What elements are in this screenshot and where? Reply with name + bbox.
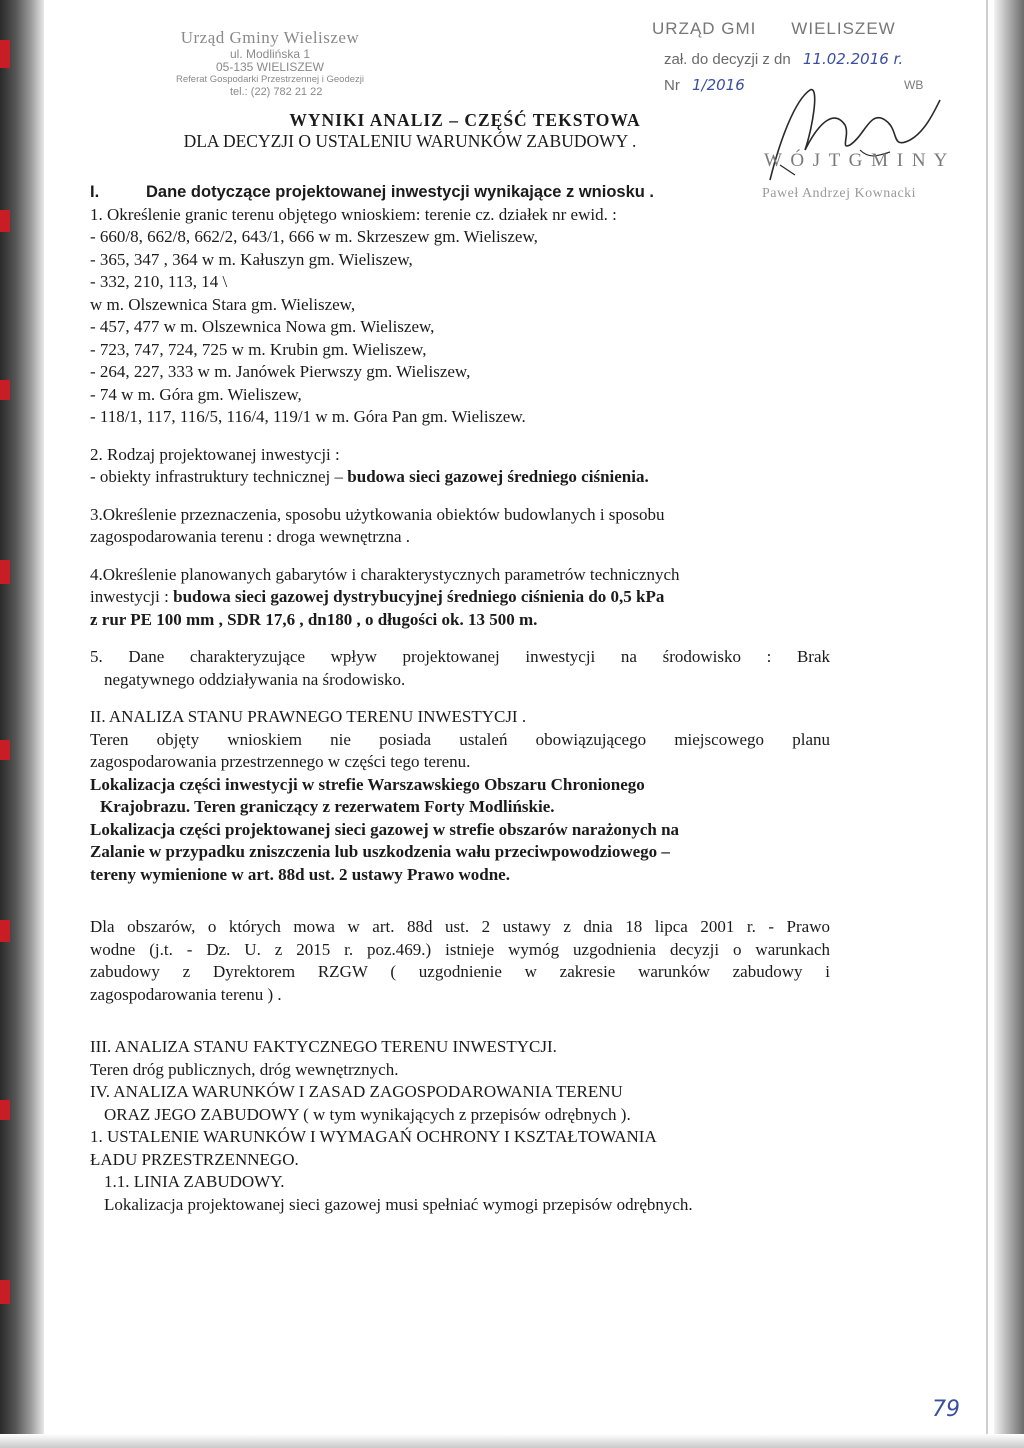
stamp-department: Referat Gospodarki Przestrzennej i Geodezji (176, 74, 364, 86)
parameters-bold: budowa sieci gazowej dystrybucyjnej średniego ciśnienia do 0,5 kPa (173, 587, 665, 606)
stamp-phone: tel.: (22) 782 21 22 (230, 86, 323, 99)
investment-type-title: 2. Rodzaj projektowanej inwestycji : (90, 444, 340, 464)
purpose-line: zagospodarowania terenu : droga wewnętrzna . (90, 527, 411, 546)
flood-zone-line: Lokalizacja części projektowanej sieci gazowej w strefie obszarów narażonych na (90, 819, 680, 839)
edge-mark (0, 920, 10, 942)
section-3-heading: III. ANALIZA STANU FAKTYCZNEGO TERENU INWESTYCJI. (90, 1037, 557, 1056)
office-stamp-right: URZĄD GMI WIELISZEW (652, 19, 896, 38)
mayor-stamp: W Ó J T G M I N Y (764, 150, 950, 171)
legal-status-line: Teren objęty wnioskiem nie posiada ustaleń obowiązującego miejscowego planu (90, 729, 830, 749)
section-1-title: Dane dotyczące projektowanej inwestycji wynikające z wniosku . (146, 183, 655, 201)
edge-mark (0, 40, 10, 68)
flood-zone-line: tereny wymienione w art. 88d ust. 2 ustawy Prawo wodne. (90, 864, 510, 884)
edge-mark (0, 740, 10, 760)
office-stamp (150, 28, 390, 99)
parcel-line: - 365, 347 , 364 w m. Kałuszyn gm. Wieliszew, (90, 249, 413, 269)
page-number-text: 79 (932, 1397, 960, 1422)
water-law-line: Dla obszarów, o których mowa w art. 88d ust. 2 ustawy z dnia 18 lipca 2001 r. - Prawo (90, 917, 830, 936)
water-law-line: zagospodarowania terenu ) . (90, 984, 282, 1004)
scan-edge-bottom (0, 1434, 1024, 1448)
parameters-plain: inwestycji : (90, 587, 174, 606)
parcel-line: - 723, 747, 724, 725 w m. Krubin gm. Wieliszew, (90, 339, 427, 359)
annex-date: 11.02.2016 r. (802, 50, 904, 68)
edge-mark (0, 1280, 10, 1304)
section-number: I. (90, 183, 100, 201)
stamp-street: ul. Modlińska 1 (229, 46, 311, 61)
investment-type-bold: budowa sieci gazowej średniego ciśnienia. (347, 467, 649, 486)
building-line-text: Lokalizacja projektowanej sieci gazowej musi spełniać wymogi przepisów odrębnych. (104, 1194, 693, 1214)
decision-number (664, 76, 745, 94)
page-number (930, 1392, 970, 1426)
scan-line-right (986, 0, 988, 1448)
section-4-heading: IV. ANALIZA WARUNKÓW I ZASAD ZAGOSPODAROWANIA TERENU (90, 1082, 623, 1101)
parcel-line: - 264, 227, 333 w m. Janówek Pierwszy gm. Wieliszew, (90, 362, 471, 381)
parcel-intro: 1. Określenie granic terenu objętego wnioskiem: terenie cz. działek nr ewid. : (90, 204, 617, 224)
scan-edge-right (994, 0, 1024, 1448)
nr-value: 1/2016 (692, 76, 745, 94)
protected-area-line: Lokalizacja części inwestycji w strefie Warszawskiego Obszaru Chronionego (90, 774, 645, 794)
section-4-heading: ORAZ JEGO ZABUDOWY ( w tym wynikających z przepisów odrębnych ). (104, 1104, 631, 1124)
edge-mark (0, 210, 10, 232)
section-1-heading (90, 181, 830, 204)
nr-label: Nr (664, 77, 680, 94)
title-line-1: WYNIKI ANALIZ – CZĘŚĆ TEKSTOWA (289, 110, 641, 130)
section-2-heading: II. ANALIZA STANU PRAWNEGO TERENU INWESTYCJI . (90, 707, 527, 726)
document-title (0, 110, 820, 153)
parcel-line: - 457, 477 w m. Olszewnica Nowa gm. Wieliszew, (90, 317, 435, 336)
environment-line: 5. Dane charakteryzujące wpływ projektowanej inwestycji na środowisko : Brak (90, 647, 830, 666)
investment-type (90, 466, 830, 489)
protected-area-line: Krajobrazu. Teren graniczący z rezerwatem Forty Modlińskie. (100, 797, 555, 816)
stamp-office-name: Urząd Gminy Wieliszew (180, 28, 360, 47)
edge-mark (0, 380, 10, 400)
parcel-line: w m. Olszewnica Stara gm. Wieliszew, (90, 294, 356, 314)
parcel-line: - 332, 210, 113, 14 \ (90, 272, 228, 291)
section-3-text: Teren dróg publicznych, dróg wewnętrznych. (90, 1059, 399, 1079)
stamp-fragment: WB (904, 78, 924, 92)
subsection-heading: 1. USTALENIE WARUNKÓW I WYMAGAŃ OCHRONY I KSZTAŁTOWANIA (90, 1127, 657, 1146)
edge-mark (0, 1100, 10, 1120)
parcel-line: - 118/1, 117, 116/5, 116/4, 119/1 w m. Góra Pan gm. Wieliszew. (90, 407, 526, 426)
document-body (90, 181, 830, 1216)
edge-mark (0, 560, 10, 584)
parameters-line (90, 586, 830, 609)
stamp-postcode: 05-135 WIELISZEW (215, 60, 325, 75)
title-line-2: DLA DECYZJI O USTALENIU WARUNKÓW ZABUDOWY . (183, 131, 637, 152)
parameters-line: z rur PE 100 mm , SDR 17,6 , dn180 , o długości ok. 13 500 m. (90, 609, 538, 629)
annex-reference (664, 50, 903, 68)
subsection-heading: ŁADU PRZESTRZENNEGO. (90, 1149, 299, 1169)
mayor-name-stamp: Paweł Andrzej Kownacki (762, 186, 917, 201)
purpose-line: 3.Określenie przeznaczenia, sposobu użytkowania obiektów budowlanych i sposobu (90, 504, 665, 524)
investment-type-plain: - obiekty infrastruktury technicznej – (90, 467, 348, 486)
parcel-line: - 74 w m. Góra gm. Wieliszew, (90, 384, 302, 404)
flood-zone-line: Zalanie w przypadku zniszczenia lub uszkodzenia wału przeciwpowodziowego – (90, 842, 670, 861)
parameters-line: 4.Określenie planowanych gabarytów i charakterystycznych parametrów technicznych (90, 564, 680, 584)
building-line-heading: 1.1. LINIA ZABUDOWY. (104, 1172, 285, 1191)
water-law-line: wodne (j.t. - Dz. U. z 2015 r. poz.469.) istnieje wymóg uzgodnienia decyzji o warunkach (90, 939, 830, 959)
parcel-line: - 660/8, 662/8, 662/2, 643/1, 666 w m. Skrzeszew gm. Wieliszew, (90, 227, 538, 246)
water-law-line: zabudowy z Dyrektorem RZGW ( uzgodnienie w zakresie warunków zabudowy i (90, 962, 830, 981)
annex-label: zał. do decyzji z dn (664, 51, 791, 68)
scan-edge-left (0, 0, 44, 1448)
legal-status-line: zagospodarowania przestrzennego w części tego terenu. (90, 752, 471, 771)
environment-line: negatywnego oddziaływania na środowisko. (104, 669, 406, 689)
